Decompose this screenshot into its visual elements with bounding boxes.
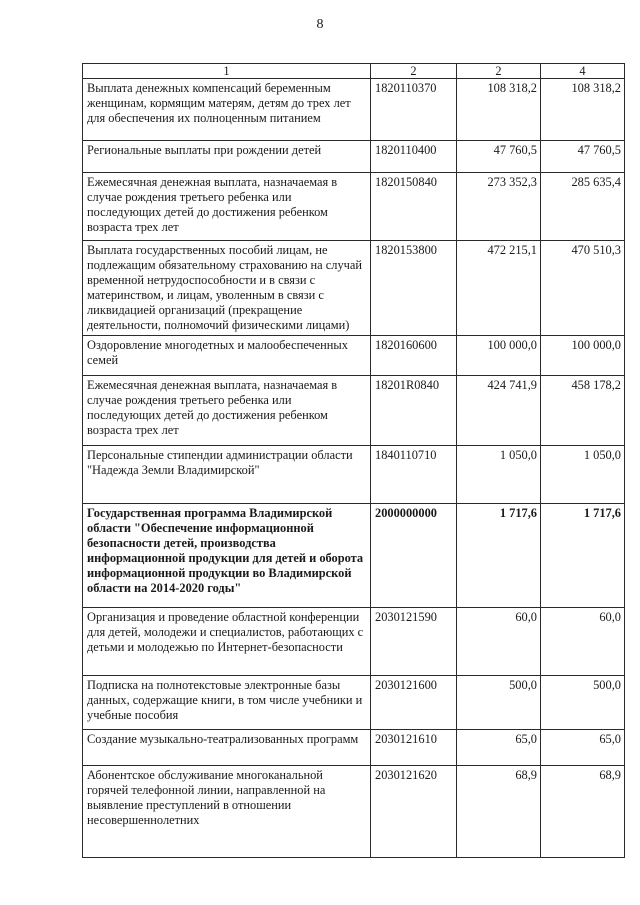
row-value-2: 65,0 — [541, 730, 625, 766]
row-value-2: 47 760,5 — [541, 141, 625, 173]
row-code: 1820153800 — [371, 241, 457, 336]
row-name: Государственная программа Владимирской области "Обеспечение информационной безопасности детей, производства информационной продукции для детей и оборота информационной продукции во Владимирской области на 2014-2020 годы" — [83, 504, 371, 608]
row-value-1: 100 000,0 — [457, 336, 541, 376]
row-value-2: 285 635,4 — [541, 173, 625, 241]
header-value-2: 4 — [541, 64, 625, 79]
row-code: 1820110400 — [371, 141, 457, 173]
row-value-2: 500,0 — [541, 676, 625, 730]
table-row — [83, 241, 625, 336]
row-name: Организация и проведение областной конференции для детей, молодежи и специалистов, работающих с детьми и молодежью по Интернет-безопасности — [83, 608, 371, 676]
row-name: Подписка на полнотекстовые электронные базы данных, содержащие книги, в том числе учебники и учебные пособия — [83, 676, 371, 730]
table-row — [83, 766, 625, 858]
row-code: 1820110370 — [371, 79, 457, 141]
row-code: 2000000000 — [371, 504, 457, 608]
row-value-1: 424 741,9 — [457, 376, 541, 446]
row-name: Выплата денежных компенсаций беременным женщинам, кормящим матерям, детям до трех лет для обеспечения их полноценным питанием — [83, 79, 371, 141]
table-header-row — [83, 64, 625, 79]
row-value-2: 68,9 — [541, 766, 625, 858]
table-row — [83, 79, 625, 141]
row-value-1: 500,0 — [457, 676, 541, 730]
row-name: Выплата государственных пособий лицам, не подлежащим обязательному страхованию на случай временной нетрудоспособности и в связи с материнством, и лицам, уволенным в связи с ликвидацией организаций (прекращение деятельности, полномочий физическими лицами) — [83, 241, 371, 336]
row-value-1: 65,0 — [457, 730, 541, 766]
page-number: 8 — [316, 17, 324, 32]
row-value-2: 1 050,0 — [541, 446, 625, 504]
row-name: Оздоровление многодетных и малообеспеченных семей — [83, 336, 371, 376]
row-code: 18201R0840 — [371, 376, 457, 446]
table-row — [83, 676, 625, 730]
row-value-1: 108 318,2 — [457, 79, 541, 141]
header-name: 1 — [83, 64, 371, 79]
row-value-1: 47 760,5 — [457, 141, 541, 173]
table-row — [83, 730, 625, 766]
table-row — [83, 446, 625, 504]
row-value-1: 1 050,0 — [457, 446, 541, 504]
row-code: 1840110710 — [371, 446, 457, 504]
row-value-1: 1 717,6 — [457, 504, 541, 608]
table-row — [83, 376, 625, 446]
row-value-2: 458 178,2 — [541, 376, 625, 446]
header-value-1: 2 — [457, 64, 541, 79]
table-row-program — [83, 504, 625, 608]
row-name: Создание музыкально-театрализованных программ — [83, 730, 371, 766]
header-code: 2 — [371, 64, 457, 79]
row-code: 2030121600 — [371, 676, 457, 730]
table-row — [83, 173, 625, 241]
row-code: 1820160600 — [371, 336, 457, 376]
row-name: Персональные стипендии администрации области "Надежда Земли Владимирской" — [83, 446, 371, 504]
row-code: 2030121590 — [371, 608, 457, 676]
row-value-1: 472 215,1 — [457, 241, 541, 336]
row-value-2: 60,0 — [541, 608, 625, 676]
table-row — [83, 608, 625, 676]
row-value-1: 68,9 — [457, 766, 541, 858]
row-code: 2030121620 — [371, 766, 457, 858]
row-value-1: 60,0 — [457, 608, 541, 676]
row-value-2: 108 318,2 — [541, 79, 625, 141]
row-code: 1820150840 — [371, 173, 457, 241]
row-value-1: 273 352,3 — [457, 173, 541, 241]
table-row — [83, 141, 625, 173]
row-code: 2030121610 — [371, 730, 457, 766]
budget-table — [82, 63, 625, 858]
row-value-2: 470 510,3 — [541, 241, 625, 336]
row-value-2: 1 717,6 — [541, 504, 625, 608]
table-row — [83, 336, 625, 376]
row-value-2: 100 000,0 — [541, 336, 625, 376]
row-name: Ежемесячная денежная выплата, назначаемая в случае рождения третьего ребенка или последующих детей до достижения ребенком возраста трех лет — [83, 173, 371, 241]
row-name: Ежемесячная денежная выплата, назначаемая в случае рождения третьего ребенка или последующих детей до достижения ребенком возраста трех лет — [83, 376, 371, 446]
row-name: Региональные выплаты при рождении детей — [83, 141, 371, 173]
row-name: Абонентское обслуживание многоканальной горячей телефонной линии, направленной на выявление преступлений в отношении несовершеннолетних — [83, 766, 371, 858]
